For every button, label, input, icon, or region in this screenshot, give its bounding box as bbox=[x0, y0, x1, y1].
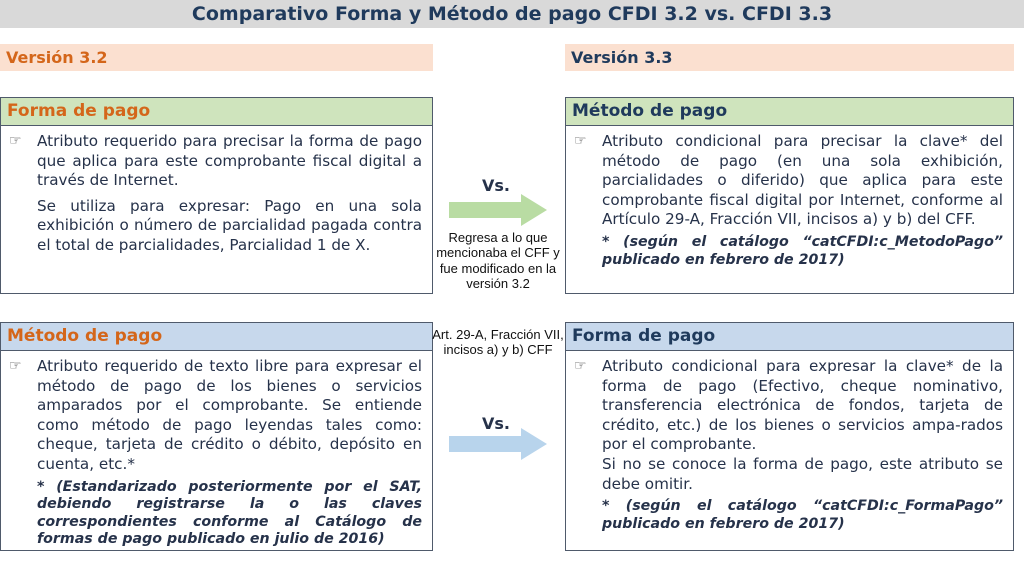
hand-pointing-icon: ☞ bbox=[9, 133, 22, 149]
box-paragraph: Se utiliza para expresar: Pago en una sola exhibición o número de parcialidad pagada contra el total de parcialidades, Parcialidad 1 de X. bbox=[37, 196, 422, 254]
box-footnote: * (Estandarizado posteriormente por el SAT, debiendo registrarse la o las claves correspondientes conforme al Catálogo de formas de pago publicado en julio de 2016) bbox=[37, 478, 422, 548]
page-title: Comparativo Forma y Método de pago CFDI 3.2 vs. CFDI 3.3 bbox=[0, 0, 1024, 28]
version-label-right: Versión 3.3 bbox=[565, 44, 1014, 71]
center-note-cff: Regresa a lo que mencionaba el CFF y fue modificado en la versión 3.2 bbox=[436, 230, 560, 291]
version-label-left: Versión 3.2 bbox=[0, 44, 433, 71]
box-metodo-pago-v32 bbox=[0, 322, 433, 551]
box-header: Método de pago bbox=[1, 323, 432, 351]
vs-label-top: Vs. bbox=[482, 176, 510, 195]
box-paragraph: Si no se conoce la forma de pago, este atributo se debe omitir. bbox=[602, 454, 1003, 493]
hand-pointing-icon: ☞ bbox=[574, 133, 587, 149]
box-bullet-text: Atributo requerido para precisar la forma de pago que aplica para este comprobante fiscal digital a través de Internet. bbox=[37, 132, 422, 190]
hand-pointing-icon: ☞ bbox=[9, 358, 22, 374]
arrow-right-icon bbox=[449, 428, 549, 460]
box-bullet-text: Atributo requerido de texto libre para expresar el método de pago de los bienes o servicios amparados por el comprobante. Se entiende como método de pago leyendas tales como: cheque, tarjeta de crédito o débito, depósito en cuenta, etc.* bbox=[37, 357, 422, 473]
vs-label-bottom: Vs. bbox=[482, 414, 510, 433]
box-footnote: * (según el catálogo “catCFDI:c_MetodoPago” publicado en febrero de 2017) bbox=[602, 233, 1003, 268]
box-forma-pago-v32 bbox=[0, 97, 433, 294]
box-header: Método de pago bbox=[566, 98, 1013, 126]
box-metodo-pago-v33 bbox=[565, 97, 1014, 294]
box-header: Forma de pago bbox=[566, 323, 1013, 351]
box-bullet-text: Atributo condicional para precisar la clave* del método de pago (en una sola exhibición, parcialidades o diferido) que aplica para este comprobante fiscal digital por Internet, conforme al Artículo 29-A, Fracción VII, incisos a) y b) del CFF. bbox=[602, 132, 1003, 229]
hand-pointing-icon: ☞ bbox=[574, 358, 587, 374]
box-header: Forma de pago bbox=[1, 98, 432, 126]
center-note-article: Art. 29-A, Fracción VII, incisos a) y b) CFF bbox=[432, 327, 564, 358]
box-forma-pago-v33 bbox=[565, 322, 1014, 551]
box-bullet-text: Atributo condicional para expresar la clave* de la forma de pago (Efectivo, cheque nominativo, transferencia electrónica de fondos, tarjeta de crédito, etc.) de los bienes o servicios ampa-rados por el comprobante. bbox=[602, 357, 1003, 454]
box-footnote: * (según el catálogo “catCFDI:c_FormaPago” publicado en febrero de 2017) bbox=[602, 498, 1003, 532]
arrow-right-icon bbox=[449, 194, 549, 226]
